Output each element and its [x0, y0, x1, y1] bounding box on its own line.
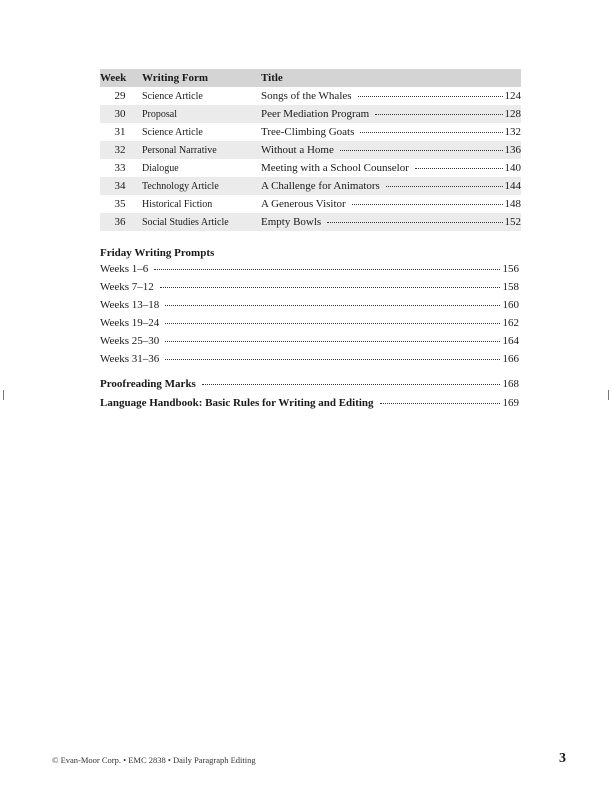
- entry-label: Weeks 1–6: [100, 263, 149, 275]
- list-item: [100, 353, 519, 371]
- page-ref: 148: [504, 198, 521, 210]
- page-ref: 124: [504, 90, 521, 102]
- page-ref: 156: [502, 263, 519, 275]
- dot-leader: [375, 114, 502, 115]
- dot-leader: [160, 287, 500, 288]
- entry-title: Meeting with a School Counselor: [261, 162, 409, 174]
- dot-leader: [327, 222, 502, 223]
- page-ref: 144: [504, 180, 521, 192]
- week-number: 33: [114, 162, 126, 174]
- week-number: 36: [100, 213, 140, 231]
- writing-form: Social Studies Article: [140, 213, 260, 231]
- entry-label: Language Handbook: Basic Rules for Writing and Editing: [100, 397, 374, 409]
- entry-label: Weeks 7–12: [100, 281, 154, 293]
- entry-label: Proofreading Marks: [100, 378, 196, 390]
- dot-leader: [386, 186, 503, 187]
- page-ref: 140: [504, 162, 521, 174]
- friday-prompts-list: [100, 263, 519, 371]
- dot-leader: [358, 96, 503, 97]
- page-ref: 164: [502, 335, 519, 347]
- footer-copyright: © Evan-Moor Corp. • EMC 2838 • Daily Paragraph Editing: [52, 755, 256, 765]
- page-ref: 166: [502, 353, 519, 365]
- entry-title: Peer Mediation Program: [261, 108, 370, 120]
- table-row: [100, 213, 521, 231]
- page-ref: 162: [502, 317, 519, 329]
- header-week: Week: [100, 69, 140, 87]
- list-item: [100, 335, 519, 353]
- page-number: 3: [559, 751, 566, 766]
- appendix-list: [100, 378, 519, 416]
- writing-form: Dialogue: [142, 162, 179, 174]
- entry-title: Songs of the Whales: [261, 90, 352, 102]
- entry-title: Tree-Climbing Goats: [261, 126, 355, 138]
- dot-leader: [165, 359, 499, 360]
- list-item: [100, 299, 519, 317]
- dot-leader: [360, 132, 502, 133]
- entry-title: Empty Bowls: [261, 216, 322, 228]
- week-number: 30: [100, 105, 140, 123]
- dot-leader: [340, 150, 503, 151]
- writing-form: Personal Narrative: [140, 141, 260, 159]
- week-number: 35: [114, 198, 126, 210]
- page-ref: 160: [502, 299, 519, 311]
- entry-title: A Generous Visitor: [261, 198, 346, 210]
- writing-form: Science Article: [142, 126, 203, 138]
- page-ref: 152: [504, 216, 521, 228]
- writing-form: Technology Article: [140, 177, 260, 195]
- dot-leader: [165, 341, 499, 342]
- entry-title: A Challenge for Animators: [261, 180, 380, 192]
- list-item: [100, 378, 519, 397]
- table-row: [100, 177, 521, 195]
- table-header-row: [100, 69, 521, 87]
- friday-prompts-heading: Friday Writing Prompts: [100, 247, 215, 259]
- writing-form: Historical Fiction: [142, 198, 213, 210]
- table-row: [100, 159, 521, 177]
- table-row: [100, 141, 521, 159]
- page-ref: 128: [504, 108, 521, 120]
- page-ref: 132: [504, 126, 521, 138]
- dot-leader: [165, 305, 499, 306]
- list-item: [100, 317, 519, 335]
- dot-leader: [202, 384, 500, 385]
- week-number: 31: [114, 126, 126, 138]
- crop-mark: [3, 390, 4, 400]
- crop-mark: [608, 390, 609, 400]
- table-row: [100, 123, 521, 141]
- dot-leader: [165, 323, 499, 324]
- week-number: 29: [114, 90, 126, 102]
- dot-leader: [154, 269, 499, 270]
- page-ref: 168: [502, 378, 519, 390]
- list-item: [100, 397, 519, 416]
- table-row: [100, 195, 521, 213]
- list-item: [100, 263, 519, 281]
- week-number: 34: [100, 177, 140, 195]
- dot-leader: [352, 204, 503, 205]
- entry-label: Weeks 13–18: [100, 299, 160, 311]
- page-ref: 169: [502, 397, 519, 409]
- dot-leader: [415, 168, 503, 169]
- week-number: 32: [100, 141, 140, 159]
- contents-table: [100, 69, 521, 231]
- page-ref: 158: [502, 281, 519, 293]
- entry-label: Weeks 31–36: [100, 353, 160, 365]
- page-ref: 136: [504, 144, 521, 156]
- entry-label: Weeks 25–30: [100, 335, 160, 347]
- dot-leader: [380, 403, 500, 404]
- writing-form: Science Article: [142, 90, 203, 102]
- entry-title: Without a Home: [261, 144, 334, 156]
- header-title: Title: [260, 69, 521, 87]
- entry-label: Weeks 19–24: [100, 317, 160, 329]
- table-row: [100, 87, 521, 105]
- list-item: [100, 281, 519, 299]
- table-row: [100, 105, 521, 123]
- writing-form: Proposal: [140, 105, 260, 123]
- header-writing-form: Writing Form: [140, 69, 260, 87]
